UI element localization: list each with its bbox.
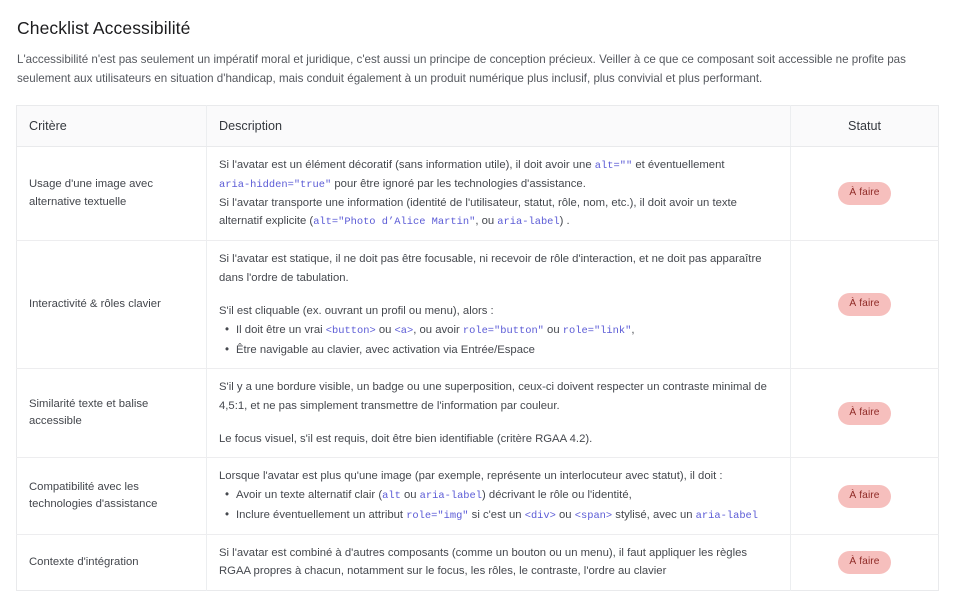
status-badge[interactable]: À faire xyxy=(838,485,890,508)
column-header-description: Description xyxy=(207,106,791,147)
text-fragment: ou xyxy=(400,489,420,502)
table-row xyxy=(17,147,939,241)
text-fragment: stylisé, avec un xyxy=(612,509,696,522)
cell-statut xyxy=(791,241,939,369)
cell-critere: Contexte d'intégration xyxy=(17,535,207,591)
description-list xyxy=(219,486,778,525)
description-paragraph: Le focus visuel, s'il est requis, doit être bien identifiable (critère RGAA 4.2). xyxy=(219,432,593,445)
text-fragment: ou xyxy=(555,509,575,522)
text-fragment: ) . xyxy=(559,215,570,228)
cell-statut xyxy=(791,147,939,241)
cell-statut xyxy=(791,369,939,458)
text-fragment: Inclure éventuellement un attribut xyxy=(236,509,407,522)
code-snippet: role="button" xyxy=(462,325,544,338)
column-header-statut: Statut xyxy=(791,106,939,147)
table-row xyxy=(17,241,939,369)
cell-description xyxy=(207,241,791,369)
code-snippet: <button> xyxy=(325,325,376,338)
cell-description xyxy=(207,535,791,591)
text-fragment: ou xyxy=(543,324,563,337)
text-fragment: si c'est un xyxy=(468,509,525,522)
code-snippet: role="img" xyxy=(406,510,469,523)
description-paragraph xyxy=(219,194,778,231)
cell-critere: Interactivité & rôles clavier xyxy=(17,241,207,369)
text-fragment: Avoir un texte alternatif clair ( xyxy=(236,489,383,502)
code-snippet: <span> xyxy=(574,510,613,523)
list-item xyxy=(236,486,778,505)
table-row xyxy=(17,535,939,591)
text-fragment: ) décrivant le rôle ou l'identité, xyxy=(482,489,632,502)
description-paragraph: Lorsque l'avatar est plus qu'une image (par exemple, représente un interlocuteur avec statut), il doit : xyxy=(219,470,723,483)
description-paragraph: S'il y a une bordure visible, un badge ou une superposition, ceux-ci doivent respecter un contraste minimal de 4,5:1, et ne pas simplement transmettre de l'information par couleur. xyxy=(219,381,767,412)
table-body xyxy=(17,147,939,590)
code-snippet: alt="Photo d’Alice Martin" xyxy=(313,216,476,229)
status-badge[interactable]: À faire xyxy=(838,182,890,205)
status-badge[interactable]: À faire xyxy=(838,402,890,425)
text-fragment: Si l'avatar transporte une information (identité de l'utilisateur, statut, rôle, nom, etc.), il doit avoir un texte alternatif explicite ( xyxy=(219,197,737,228)
text-fragment: , xyxy=(631,324,635,337)
description-paragraph xyxy=(219,156,778,194)
table-header-row xyxy=(17,106,939,147)
cell-critere: Compatibilité avec les technologies d'assistance xyxy=(17,458,207,535)
cell-description xyxy=(207,147,791,241)
table-header xyxy=(17,106,939,147)
cell-critere: Usage d'une image avec alternative textuelle xyxy=(17,147,207,241)
code-snippet: aria-hidden="true" xyxy=(219,179,332,192)
list-item: • Être navigable au clavier, avec activation via Entrée/Espace xyxy=(236,341,778,359)
description-paragraph: Si l'avatar est statique, il ne doit pas être focusable, ni recevoir de rôle d'interaction, et ne doit pas apparaître dans l'ordre de tabulation. xyxy=(219,253,762,284)
text-fragment: pour être ignoré par les technologies d'assistance. xyxy=(331,178,586,191)
text-fragment: , ou xyxy=(475,215,498,228)
text-fragment: , ou avoir xyxy=(413,324,463,337)
status-badge[interactable]: À faire xyxy=(838,551,890,574)
code-snippet: <a> xyxy=(394,325,414,338)
text-fragment: Il doit être un vrai xyxy=(236,324,326,337)
cell-description xyxy=(207,458,791,535)
description-list xyxy=(219,321,778,359)
status-badge[interactable]: À faire xyxy=(838,293,890,316)
text-fragment: ou xyxy=(375,324,395,337)
list-item xyxy=(236,321,778,340)
code-snippet: alt="" xyxy=(594,160,633,173)
page-title: Checklist Accessibilité xyxy=(17,18,191,38)
cell-critere: Similarité texte et balise accessible xyxy=(17,369,207,458)
cell-statut xyxy=(791,458,939,535)
list-item xyxy=(236,506,778,525)
cell-statut xyxy=(791,535,939,591)
code-snippet: aria-label xyxy=(695,510,759,523)
code-snippet: alt xyxy=(382,490,401,503)
accessibility-checklist-table xyxy=(16,105,939,590)
text-fragment: Si l'avatar est un élément décoratif (sans information utile), il doit avoir une xyxy=(219,159,595,172)
description-paragraph: Si l'avatar est combiné à d'autres composants (comme un bouton ou un menu), il faut appliquer les règles RGAA propres à chacun, notamment sur le focus, les rôles, le contraste, l'ordre au clavier xyxy=(219,547,748,578)
code-snippet: role="link" xyxy=(562,325,632,338)
description-paragraph: S'il est cliquable (ex. ouvrant un profil ou menu), alors : xyxy=(219,304,494,317)
table-row xyxy=(17,369,939,458)
code-snippet: aria-label xyxy=(497,216,560,229)
cell-description xyxy=(207,369,791,458)
code-snippet: <div> xyxy=(524,510,556,523)
page-intro-paragraph: L'accessibilité n'est pas seulement un impératif moral et juridique, c'est aussi un principe de conception précieux. Veiller à ce que ce composant soit accessible ne profite pas seulement aux utilisateurs en situation d'handicap, mais conduit également à un produit numérique plus inclusif, plus convivial et plus performant. xyxy=(17,52,906,85)
text-fragment: et éventuellement xyxy=(632,159,725,172)
table-row xyxy=(17,458,939,535)
column-header-critere: Critère xyxy=(17,106,207,147)
code-snippet: aria-label xyxy=(419,490,483,503)
